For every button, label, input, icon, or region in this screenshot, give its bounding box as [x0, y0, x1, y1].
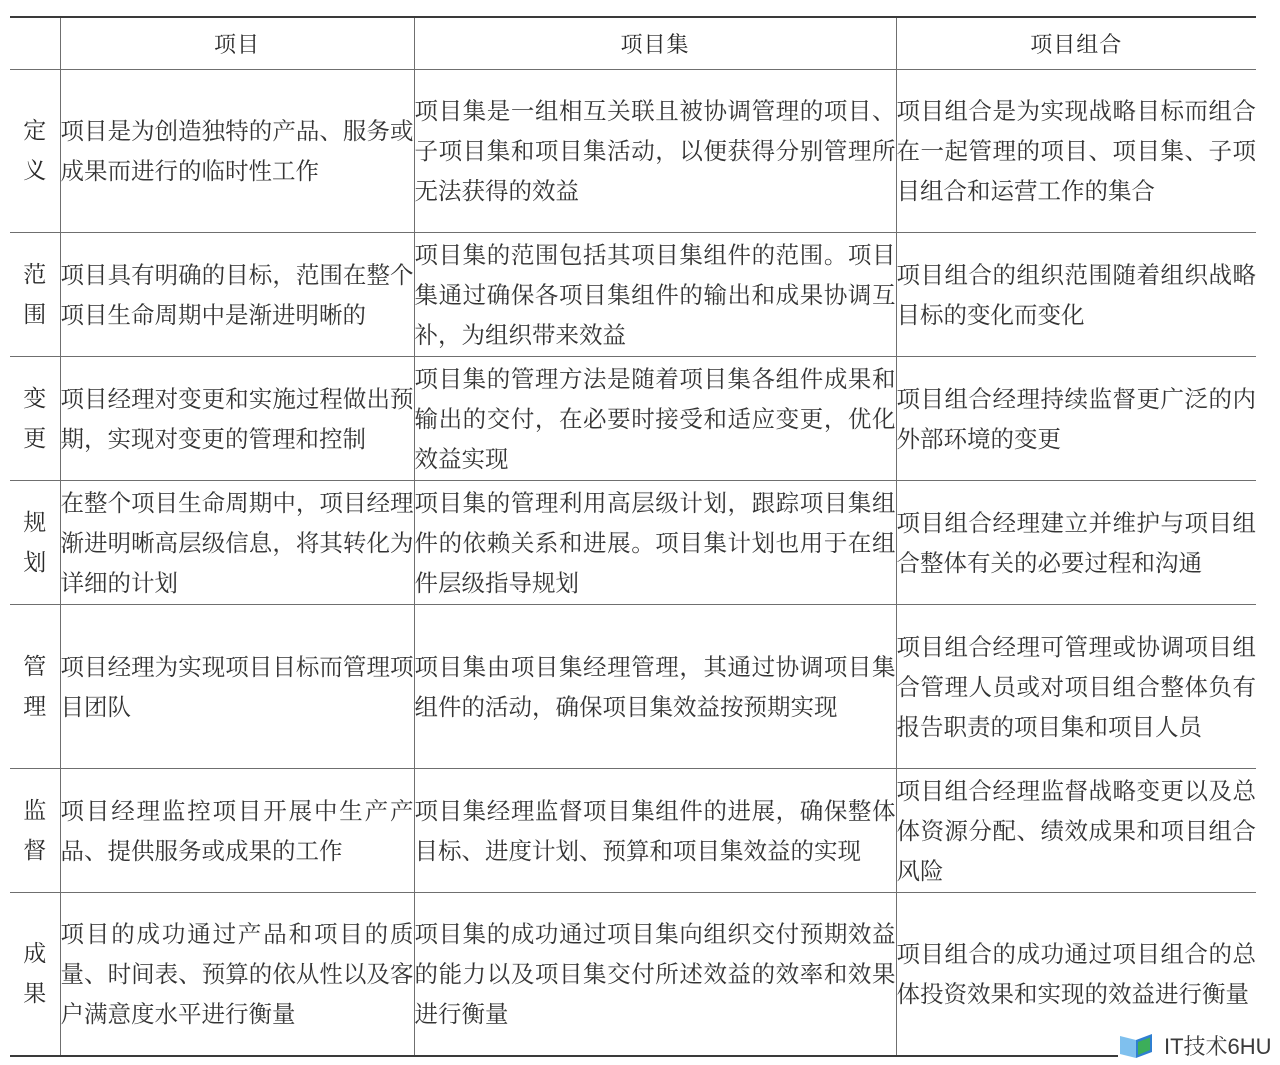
row-category [10, 70, 60, 233]
program-cell: 项目集的管理利用高层级计划，跟踪项目集组件的依赖关系和进展。项目集计划也用于在组件层级指导规划 [414, 481, 896, 605]
portfolio-cell: 项目组合经理建立并维护与项目组合整体有关的必要过程和沟通 [896, 481, 1256, 605]
row-category-label: 定义 [23, 118, 47, 184]
header-project: 项目 [60, 17, 414, 70]
row-category [10, 233, 60, 357]
comparison-table [10, 16, 1256, 1057]
header-program: 项目集 [414, 17, 896, 70]
program-cell: 项目集的范围包括其项目集组件的范围。项目集通过确保各项目集组件的输出和成果协调互补，为组织带来效益 [414, 233, 896, 357]
portfolio-cell: 项目组合经理监督战略变更以及总体资源分配、绩效成果和项目组合风险 [896, 769, 1256, 893]
row-category [10, 605, 60, 769]
portfolio-cell: 项目组合的成功通过项目组合的总体投资效果和实现的效益进行衡量 [896, 893, 1256, 1056]
table-row-planning [10, 481, 1256, 605]
row-category-label: 监督 [23, 797, 47, 864]
watermark [1118, 1028, 1276, 1062]
project-cell: 项目具有明确的目标，范围在整个项目生命周期中是渐进明晰的 [60, 233, 414, 357]
row-category-label: 管理 [23, 653, 47, 720]
header-portfolio: 项目组合 [896, 17, 1256, 70]
table-row-change [10, 357, 1256, 481]
row-category-label: 规划 [23, 509, 47, 576]
header-row [10, 17, 1256, 70]
watermark-text: IT技术6HU [1164, 1033, 1272, 1059]
row-category-label: 变更 [23, 385, 47, 452]
program-cell: 项目集经理监督项目集组件的进展，确保整体目标、进度计划、预算和项目集效益的实现 [414, 769, 896, 893]
program-cell: 项目集的成功通过项目集向组织交付预期效益的能力以及项目集交付所述效益的效率和效果进行衡量 [414, 893, 896, 1056]
project-cell: 项目是为创造独特的产品、服务或成果而进行的临时性工作 [60, 70, 414, 233]
table-row-scope [10, 233, 1256, 357]
project-cell: 项目经理为实现项目目标而管理项目团队 [60, 605, 414, 769]
row-category [10, 357, 60, 481]
logo-left-page [1120, 1036, 1136, 1058]
table-row-monitoring [10, 769, 1256, 893]
row-category-label: 成果 [23, 940, 47, 1007]
portfolio-cell: 项目组合经理持续监督更广泛的内外部环境的变更 [896, 357, 1256, 481]
portfolio-cell: 项目组合是为实现战略目标而组合在一起管理的项目、项目集、子项目组合和运营工作的集合 [896, 70, 1256, 233]
program-cell: 项目集由项目集经理管理，其通过协调项目集组件的活动，确保项目集效益按预期实现 [414, 605, 896, 769]
program-cell: 项目集的管理方法是随着项目集各组件成果和输出的交付，在必要时接受和适应变更，优化效益实现 [414, 357, 896, 481]
table-row-definition [10, 70, 1256, 233]
portfolio-cell: 项目组合经理可管理或协调项目组合管理人员或对项目组合整体负有报告职责的项目集和项目人员 [896, 605, 1256, 769]
table-row-success [10, 893, 1256, 1056]
header-corner [10, 17, 60, 70]
row-category-label: 范围 [23, 261, 47, 328]
portfolio-cell: 项目组合的组织范围随着组织战略目标的变化而变化 [896, 233, 1256, 357]
table-row-management [10, 605, 1256, 769]
row-category [10, 769, 60, 893]
row-category [10, 481, 60, 605]
book-logo-icon [1118, 1030, 1158, 1060]
row-category [10, 893, 60, 1056]
project-cell: 项目经理监控项目开展中生产产品、提供服务或成果的工作 [60, 769, 414, 893]
project-cell: 在整个项目生命周期中，项目经理渐进明晰高层级信息，将其转化为详细的计划 [60, 481, 414, 605]
project-cell: 项目的成功通过产品和项目的质量、时间表、预算的依从性以及客户满意度水平进行衡量 [60, 893, 414, 1056]
program-cell: 项目集是一组相互关联且被协调管理的项目、子项目集和项目集活动，以便获得分别管理所无法获得的效益 [414, 70, 896, 233]
project-cell: 项目经理对变更和实施过程做出预期，实现对变更的管理和控制 [60, 357, 414, 481]
